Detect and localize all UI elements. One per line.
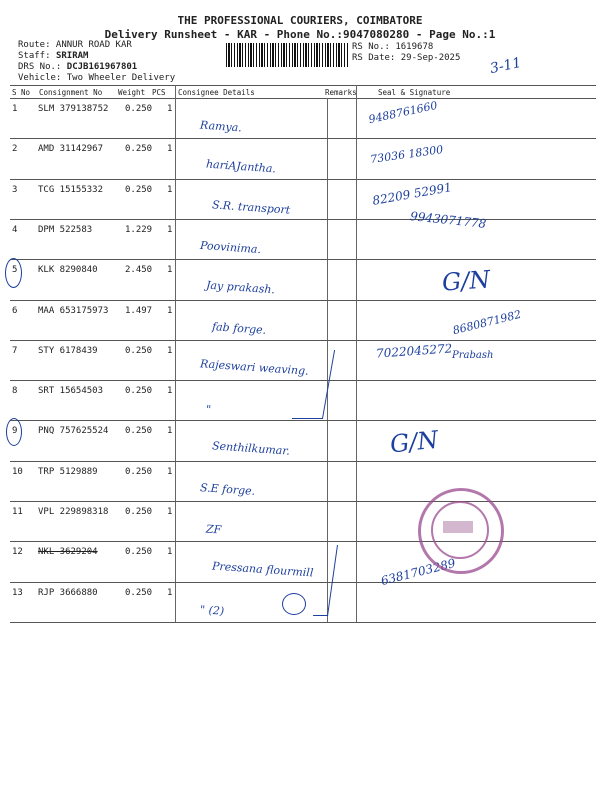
row-consignment-no: KLK 8290840 xyxy=(38,265,98,276)
col-header-pcs: PCS xyxy=(152,88,166,97)
col-header-remarks: Remarks xyxy=(325,88,357,97)
row-consignee-handwritten: Poovinima. xyxy=(199,238,262,257)
row-consignment-no: SRT 15654503 xyxy=(38,386,104,397)
row-pcs: 1 xyxy=(167,587,173,598)
row-consignee-handwritten: S.E forge. xyxy=(199,480,256,498)
row-signature: 6381703289 xyxy=(379,556,457,589)
row-pcs: 1 xyxy=(167,386,173,397)
row-separator xyxy=(10,420,596,421)
row-consignment-no: STY 6178439 xyxy=(38,345,98,356)
row-consignee-handwritten: ZF xyxy=(205,522,222,537)
row-weight: 0.250 xyxy=(125,104,153,114)
row-signature: G/N xyxy=(388,425,440,459)
row-consignment-no: VPL 229898318 xyxy=(38,507,109,517)
drs-label: DRS No.: xyxy=(18,62,67,72)
row-separator xyxy=(10,219,596,220)
drs-line xyxy=(18,62,137,72)
row-separator xyxy=(10,622,596,623)
row-separator xyxy=(10,259,596,260)
row-signature: 82209 52991 xyxy=(371,179,453,208)
row-pcs: 1 xyxy=(167,426,173,437)
row-sno: 2 xyxy=(12,144,18,155)
runsheet-title: Delivery Runsheet - KAR - Phone No.:9047080280 - Page No.:1 xyxy=(104,28,496,41)
row-weight: 0.250 xyxy=(125,587,153,598)
staff-line xyxy=(18,51,88,61)
row-weight: 0.250 xyxy=(125,426,153,437)
row-consignee-handwritten: hariAJantha. xyxy=(205,157,277,176)
row-consignee-handwritten: Rajeswari weaving. xyxy=(199,357,310,378)
handwritten-page-note: 3-11 xyxy=(488,54,523,78)
row-pcs: 1 xyxy=(167,547,173,558)
row-consignee-handwritten: " (2) xyxy=(199,602,225,618)
row-separator xyxy=(10,179,596,180)
row-separator xyxy=(10,541,596,542)
row-sno: 11 xyxy=(12,507,23,517)
row-separator xyxy=(10,582,596,583)
row-weight: 0.250 xyxy=(125,345,153,356)
row-pcs: 1 xyxy=(167,466,173,477)
row-pcs: 1 xyxy=(167,104,173,114)
row-signature: G/N xyxy=(441,265,492,297)
row-consignment-no: TCG 15155332 xyxy=(38,184,104,195)
route-label: Route: ANNUR ROAD KAR xyxy=(18,40,132,50)
row-weight: 2.450 xyxy=(125,265,153,276)
row-consignment-no: DPM 522583 xyxy=(38,224,93,235)
col-header-weight: Weight xyxy=(118,88,146,97)
row-weight: 0.250 xyxy=(125,466,153,477)
drs-number: DCJB161967801 xyxy=(66,62,138,72)
row-consignee-handwritten: S.R. transport xyxy=(211,197,291,217)
row-5-circle-mark xyxy=(5,258,22,288)
row-separator xyxy=(10,300,596,301)
row-pcs: 1 xyxy=(167,345,173,356)
row-pcs: 1 xyxy=(167,305,173,316)
row-signature: 9943071778 xyxy=(409,208,487,231)
table-header-rule xyxy=(10,98,596,99)
company-name: THE PROFESSIONAL COURIERS, COIMBATORE xyxy=(177,14,423,27)
row-weight: 0.250 xyxy=(125,386,153,397)
col-header-seal: Seal & Signature xyxy=(378,88,451,97)
row-sno: 12 xyxy=(12,547,23,558)
row-sno: 8 xyxy=(12,386,18,397)
row-consignee-handwritten: Jay prakash. xyxy=(205,278,276,297)
row-consignee-handwritten: " xyxy=(205,402,212,417)
row-sno: 3 xyxy=(12,184,18,195)
row-sno: 6 xyxy=(12,305,18,316)
staff-label: Staff: xyxy=(18,51,56,61)
row-sno: 4 xyxy=(12,224,18,235)
row-weight: 0.250 xyxy=(125,144,153,155)
row-separator xyxy=(10,461,596,462)
row-9-circle-mark xyxy=(6,418,22,446)
row-13-circle-mark xyxy=(282,593,306,615)
vehicle-label: Vehicle: Two Wheeler Delivery xyxy=(18,73,176,83)
row-consignment-no: TRP 5129889 xyxy=(38,466,98,477)
row-signature: Prabash xyxy=(452,350,494,362)
company-seal-stamp xyxy=(418,488,504,574)
rs-number: RS No.: 1619678 xyxy=(352,42,434,52)
row-signature: 8680871982 xyxy=(451,307,523,337)
row-signature: 73036 18300 xyxy=(369,143,445,167)
row-consignment-no: AMD 31142967 xyxy=(38,144,104,155)
row-sno: 7 xyxy=(12,345,18,356)
row-signature: 7022045272 xyxy=(375,341,453,361)
row-sno: 5 xyxy=(12,265,18,276)
row-pcs: 1 xyxy=(167,265,173,276)
row-pcs: 1 xyxy=(167,224,173,235)
bracket-mark-rows-7-8 xyxy=(292,350,335,419)
row-weight: 1.497 xyxy=(125,305,153,316)
row-consignment-no: SLM 379138752 xyxy=(38,104,109,114)
row-separator xyxy=(10,501,596,502)
row-separator xyxy=(10,340,596,341)
row-separator xyxy=(10,138,596,139)
col-header-consignment: Consignment No xyxy=(39,88,103,97)
row-consignment-no: PNQ 757625524 xyxy=(38,426,109,437)
barcode-image xyxy=(226,43,348,67)
row-sno: 9 xyxy=(12,426,18,437)
table-top-rule xyxy=(10,85,596,86)
row-consignment-no: MAA 653175973 xyxy=(38,305,109,316)
row-sno: 13 xyxy=(12,587,23,598)
row-weight: 1.229 xyxy=(125,224,153,235)
row-signature: 9488761660 xyxy=(367,98,439,127)
row-pcs: 1 xyxy=(167,184,173,195)
row-sno: 1 xyxy=(12,104,18,114)
row-weight: 0.250 xyxy=(125,184,153,195)
col-header-consignee: Consignee Details xyxy=(178,88,255,97)
row-consignee-handwritten: fab forge. xyxy=(211,319,267,337)
rs-date: RS Date: 29-Sep-2025 xyxy=(352,53,461,63)
row-pcs: 1 xyxy=(167,507,173,517)
row-consignee-handwritten: Senthilkumar. xyxy=(211,439,291,459)
col-header-sno: S No xyxy=(12,88,31,97)
row-consignment-no: RJP 3666880 xyxy=(38,587,98,598)
row-pcs: 1 xyxy=(167,144,173,155)
staff-name: SRIRAM xyxy=(55,51,89,61)
row-weight: 0.250 xyxy=(125,507,153,517)
row-consignment-no: NKL 3629204 xyxy=(38,547,98,558)
row-consignee-handwritten: Ramya. xyxy=(199,118,243,135)
bracket-mark-rows-12-13 xyxy=(313,545,338,616)
row-consignee-handwritten: Pressana flourmill xyxy=(211,559,314,580)
row-sno: 10 xyxy=(12,466,23,477)
row-weight: 0.250 xyxy=(125,547,153,558)
